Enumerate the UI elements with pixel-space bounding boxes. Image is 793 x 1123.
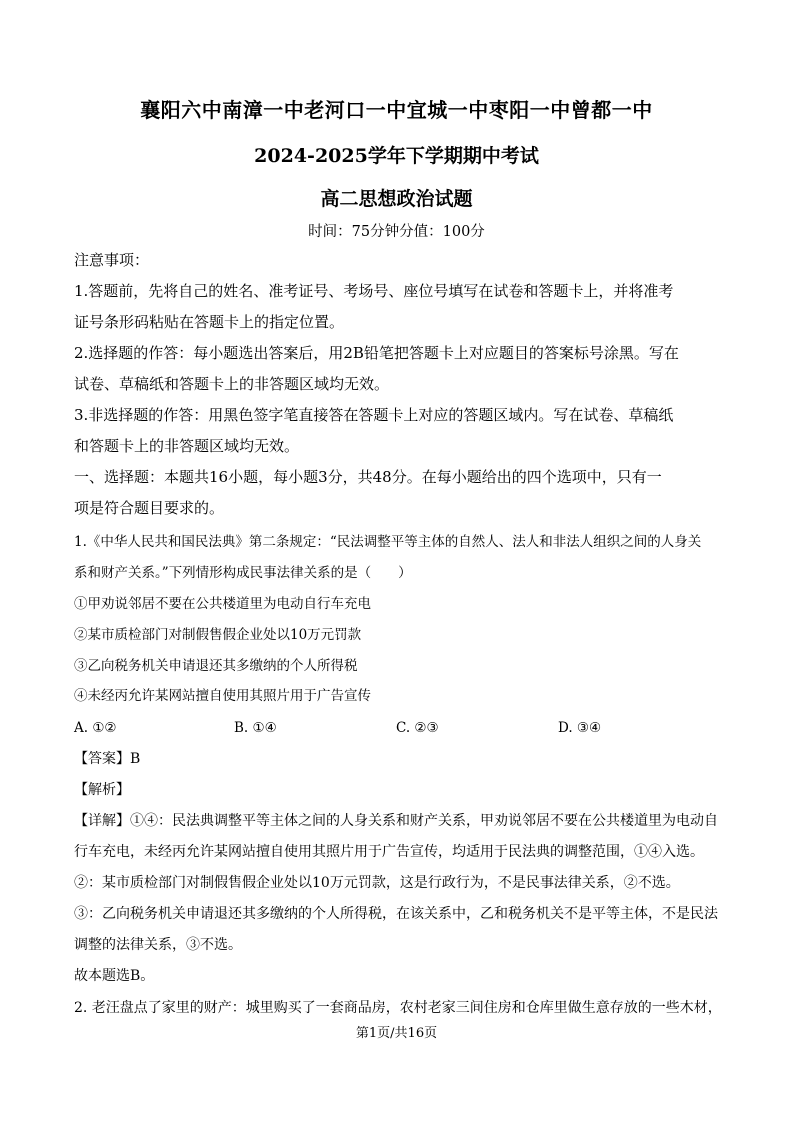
section-1-line-2: 项是符合题目要求的。 [74,499,225,517]
note-1-line-1: 1.答题前，先将自己的姓名、准考证号、考场号、座位号填写在试卷和答题卡上，并将准考 [74,282,674,300]
q1-analysis-title: 【解析】 [74,782,130,798]
q1-detail-line-3: ②：某市质检部门对制假售假企业处以10万元罚款，这是行政行为，不是民事法律关系，②不选。 [74,875,680,891]
note-1-line-2: 证号条形码粘贴在答题卡上的指定位置。 [74,313,345,331]
q1-detail-line-4: ③：乙向税务机关申请退还其多缴纳的个人所得税，在该关系中，乙和税务机关不是平等主体，不是民法 [74,906,718,922]
subject-title: 高二思想政治试题 [320,188,473,210]
q1-item-4: ④未经丙允许某网站擅自使用其照片用于广告宣传 [74,688,371,704]
q1-option-d: D. ③④ [558,720,602,736]
section-1-line-1: 一、选择题：本题共16小题，每小题3分，共48分。在每小题给出的四个选项中，只有一 [74,468,662,486]
q1-stem-line-1: 1.《中华人民共和国民法典》第二条规定：“民法调整平等主体的自然人、法人和非法人组织之间的人身关 [74,534,702,550]
notes-title: 注意事项： [74,251,150,269]
q1-detail-line-5: 调整的法律关系，③不选。 [74,937,242,953]
page-footer: 第1页/共16页 [355,1026,438,1041]
note-2-line-2: 试卷、草稿纸和答题卡上的非答题区域均无效。 [74,375,390,393]
note-3-line-2: 和答题卡上的非答题区域均无效。 [74,437,300,455]
note-3-line-1: 3.非选择题的作答：用黑色签字笔直接答在答题卡上对应的答题区域内。写在试卷、草稿纸 [74,406,674,424]
note-2-line-1: 2.选择题的作答：每小题选出答案后，用2B铅笔把答题卡上对应题目的答案标号涂黑。写在 [74,344,679,362]
q1-item-1: ①甲劝说邻居不要在公共楼道里为电动自行车充电 [74,596,371,612]
q1-detail-line-2: 行车充电，未经丙允许某网站擅自使用其照片用于广告宣传，均适用于民法典的调整范围，①④入选。 [74,844,704,860]
q1-conclusion: 故本题选B。 [74,968,155,984]
q1-item-3: ③乙向税务机关申请退还其多缴纳的个人所得税 [74,658,358,674]
q1-detail-line-1: 【详解】①④：民法典调整平等主体之间的人身关系和财产关系，甲劝说邻居不要在公共楼道里为电动自 [74,813,718,829]
q1-answer: 【答案】B [74,751,141,767]
schools-title: 襄阳六中南漳一中老河口一中宜城一中枣阳一中曾都一中 [140,98,653,122]
q1-option-b: B. ①④ [234,720,277,736]
q1-option-c: C. ②③ [396,720,439,736]
q1-option-a: A. ①② [74,720,117,736]
q1-stem-line-2: 系和财产关系。”下列情形构成民事法律关系的是（ ） [74,565,412,581]
term-title: 2024-2025学年下学期期中考试 [254,145,539,167]
q1-item-2: ②某市质检部门对制假售假企业处以10万元罚款 [74,627,362,643]
q2-stem-line-1: 2. 老汪盘点了家里的财产：城里购买了一套商品房，农村老家三间住房和仓库里做生意存放的一些木材， [74,1000,722,1016]
time-score: 时间：75分钟分值：100分 [308,224,485,240]
